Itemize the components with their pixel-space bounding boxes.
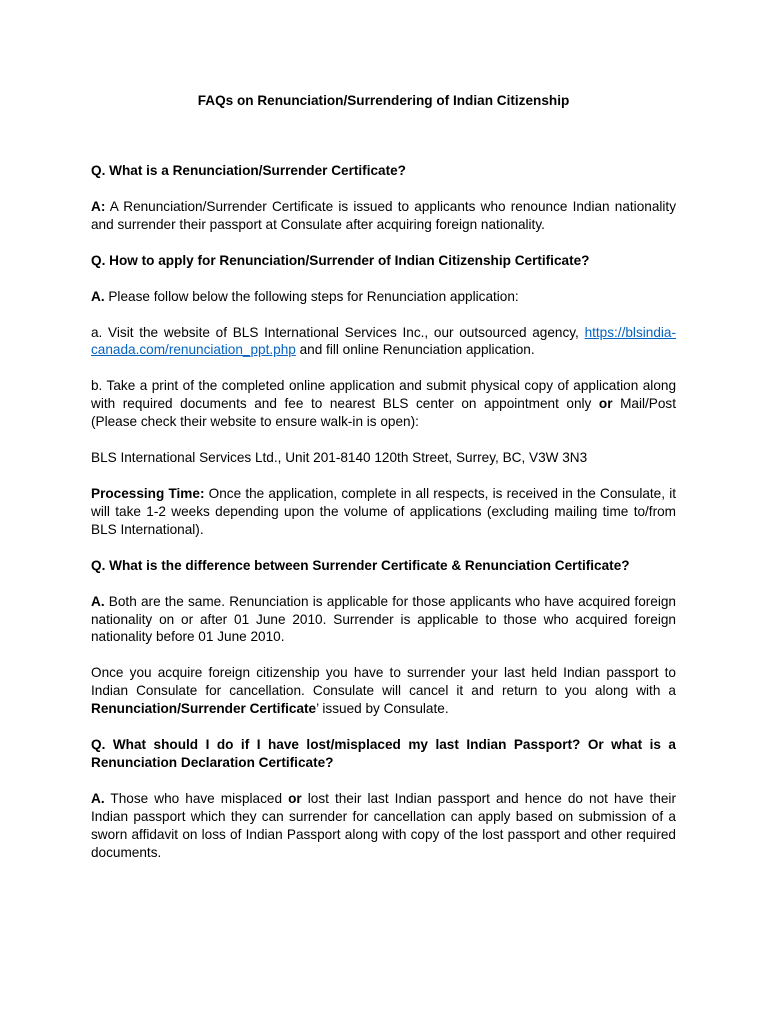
faq3-para2-text1: Once you acquire foreign citizenship you have to surrender your last held Indian passport to Indian Consulate for cancellation. Consulate will cancel it and return to you along with a <box>91 665 676 699</box>
step-b-or: or <box>598 396 613 412</box>
faq2-question: Q. How to apply for Renunciation/Surrender of Indian Citizenship Certificate? <box>91 252 590 268</box>
faq2-answer-label: A. <box>91 288 105 304</box>
bls-address: BLS International Services Ltd., Unit 201-8140 120th Street, Surrey, BC, V3W 3N3 <box>91 450 588 466</box>
step-a-suffix: and fill online Renunciation application. <box>295 342 535 358</box>
faq1-answer <box>91 198 676 234</box>
faq3-answer-text: Both are the same. Renunciation is applicable for those applicants who have acquired foreign nationality on or after 01 June 2010. Surrender is applicable to those who acquired foreign nationality before 01 June 2010. <box>91 593 676 645</box>
step-a-prefix: a. Visit the website of BLS International Services Inc., our outsourced agency, <box>91 324 585 340</box>
faq3-question: Q. What is the difference between Surrender Certificate & Renunciation Certificate? <box>91 557 630 573</box>
faq4-answer-label: A. <box>91 790 105 806</box>
bls-renunciation-link[interactable]: https://blsindia-canada.com/renunciation_ppt.php <box>91 324 676 358</box>
faq3-answer-label: A. <box>91 593 105 609</box>
faq4-question: Q. What should I do if I have lost/misplaced my last Indian Passport? Or what is a Renunciation Declaration Certificate? <box>91 737 676 770</box>
faq2-step-b <box>91 377 676 431</box>
page-title: FAQs on Renunciation/Surrendering of Indian Citizenship <box>197 93 570 108</box>
processing-time-text: Once the application, complete in all respects, is received in the Consulate, it will take 1-2 weeks depending upon the volume of applications (excluding mailing time to/from BLS International). <box>91 485 676 537</box>
faq4-answer <box>91 790 676 862</box>
faq2-step-a <box>91 324 676 360</box>
faq4-answer-text1: Those who have misplaced <box>104 790 289 806</box>
faq1-question: Q. What is a Renunciation/Surrender Certificate? <box>91 163 406 178</box>
faq2-answer <box>91 288 676 306</box>
processing-time-label: Processing Time: <box>91 485 205 501</box>
faq4-answer-text2: lost their last Indian passport and hence do not have their Indian passport which they can surrender for cancellation can apply based on submission of a sworn affidavit on loss of Indian Passport along with copy of the lost passport and other required documents. <box>91 790 676 860</box>
step-b-text1: b. Take a print of the completed online application and submit physical copy of application along with required documents and fee to nearest BLS center on appointment only <box>91 378 676 412</box>
faq4-answer-or: or <box>288 790 302 806</box>
faq3-para2 <box>91 664 676 718</box>
faq3-answer <box>91 593 676 647</box>
faq3-para2-bold: Renunciation/Surrender Certificate <box>91 701 317 717</box>
faq1-answer-text: A Renunciation/Surrender Certificate is issued to applicants who renounce Indian nationality and surrender their passport at Consulate after acquiring foreign nationality. <box>91 198 676 232</box>
faq2-answer-text: Please follow below the following steps for Renunciation application: <box>104 288 519 304</box>
step-b-text2: Mail/Post (Please check their website to ensure walk-in is open): <box>91 396 676 430</box>
faq1-answer-label: A: <box>91 198 106 214</box>
processing-time <box>91 485 676 539</box>
faq3-para2-text2: ’ issued by Consulate. <box>316 701 449 717</box>
